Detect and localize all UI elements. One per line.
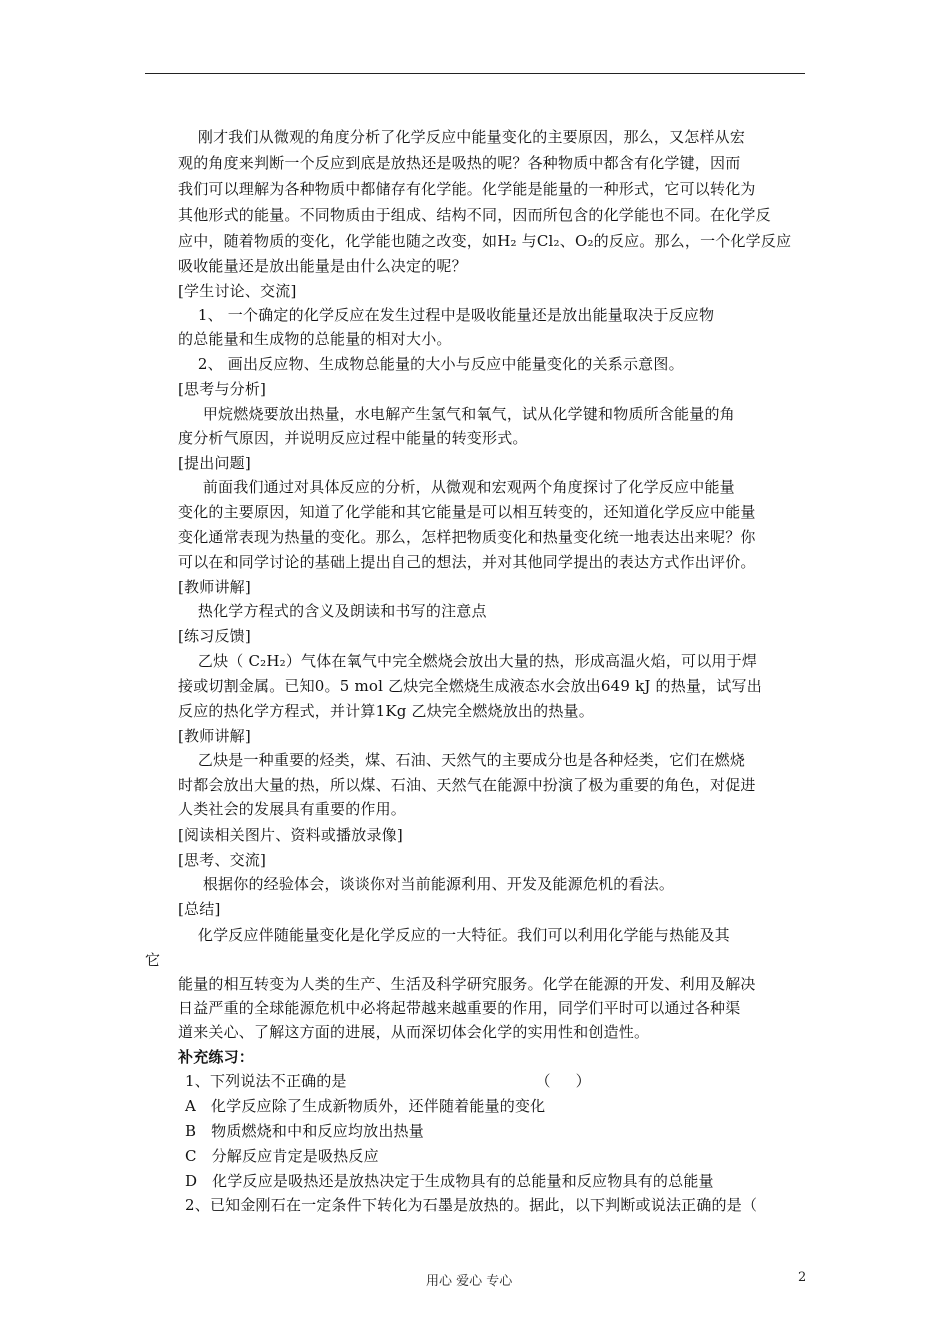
paragraph-line: 刚才我们从微观的角度分析了化学反应中能量变化的主要原因，那么，又怎样从宏	[178, 128, 746, 146]
section-heading: [思考与分析]	[178, 380, 267, 398]
section-heading: [阅读相关图片、资料或播放录像]	[178, 826, 403, 844]
paragraph-line: 人类社会的发展具有重要的作用。	[178, 800, 407, 818]
page-number: 2	[798, 1270, 807, 1285]
paragraph-line: 前面我们通过对具体反应的分析，从微观和宏观两个角度探讨了化学反应中能量	[178, 478, 735, 496]
paragraph-line: 化学反应伴随能量变化是化学反应的一大特征。我们可以利用化学能与热能及其	[178, 926, 730, 944]
question-line: 1、下列说法不正确的是 （ ）	[185, 1072, 591, 1090]
option-line: A 化学反应除了生成新物质外，还伴随着能量的变化	[185, 1097, 546, 1115]
paragraph-line: 道来关心、了解这方面的进展，从而深切体会化学的实用性和创造性。	[178, 1023, 650, 1041]
paragraph-line: 吸收能量还是放出能量是由什么决定的呢？	[178, 257, 467, 275]
paragraph-line: 的总能量和生成物的总能量的相对大小。	[178, 330, 452, 348]
paragraph-line: 乙炔是一种重要的烃类，煤、石油、天然气的主要成分也是各种烃类，它们在燃烧	[178, 751, 746, 769]
paragraph-line: 观的角度来判断一个反应到底是放热还是吸热的呢？各种物质中都含有化学键，因而	[178, 154, 741, 172]
question-line: 2、已知金刚石在一定条件下转化为石墨是放热的。据此，以下判断或说法正确的是（	[185, 1196, 758, 1214]
paragraph-line: 变化通常表现为热量的变化。那么，怎样把物质变化和热量变化统一地表达出来呢？你	[178, 528, 756, 546]
footer-motto: 用心 爱心 专心	[426, 1274, 513, 1289]
paragraph-line: 乙炔（ C₂H₂）气体在氧气中完全燃烧会放出大量的热，形成高温火焰，可以用于焊	[178, 652, 758, 670]
option-line: B 物质燃烧和中和反应均放出热量	[185, 1122, 424, 1140]
paragraph-line: 可以在和同学讨论的基础上提出自己的想法，并对其他同学提出的表达方式作出评价。	[178, 553, 756, 571]
paragraph-line: 变化的主要原因，知道了化学能和其它能量是可以相互转变的，还知道化学反应中能量	[178, 503, 756, 521]
paragraph-line: 1、 一个确定的化学反应在发生过程中是吸收能量还是放出能量取决于反应物	[178, 306, 715, 324]
paragraph-line: 反应的热化学方程式，并计算1Kg 乙炔完全燃烧放出的热量。	[178, 702, 594, 720]
option-line: D 化学反应是吸热还是放热决定于生成物具有的总能量和反应物具有的总能量	[185, 1172, 714, 1190]
section-heading: [提出问题]	[178, 454, 251, 472]
exercise-heading: 补充练习：	[178, 1048, 255, 1066]
paragraph-line: 2、 画出反应物、生成物总能量的大小与反应中能量变化的关系示意图。	[178, 355, 684, 373]
paragraph-line: 根据你的经验体会，谈谈你对当前能源利用、开发及能源危机的看法。	[178, 875, 675, 893]
paragraph-line: 接或切割金属。已知0。5 mol 乙炔完全燃烧生成液态水会放出649 kJ 的热量，试写出	[178, 677, 762, 695]
paragraph-line: 甲烷燃烧要放出热量，水电解产生氢气和氧气，试从化学键和物质所含能量的角	[178, 405, 735, 423]
paragraph-line: 它	[145, 951, 161, 969]
section-heading: [学生讨论、交流]	[178, 282, 297, 300]
section-heading: [教师讲解]	[178, 727, 251, 745]
section-heading: [思考、交流]	[178, 851, 267, 869]
header-rule	[145, 73, 805, 74]
section-heading: [总结]	[178, 900, 221, 918]
paragraph-line: 能量的相互转变为人类的生产、生活及科学研究服务。化学在能源的开发、利用及解决	[178, 975, 756, 993]
paragraph-line: 其他形式的能量。不同物质由于组成、结构不同，因而所包含的化学能也不同。在化学反	[178, 206, 771, 224]
section-heading: [练习反馈]	[178, 627, 251, 645]
paragraph-line: 度分析气原因，并说明反应过程中能量的转变形式。	[178, 429, 528, 447]
paragraph-line: 我们可以理解为各种物质中都储存有化学能。化学能是能量的一种形式，它可以转化为	[178, 180, 756, 198]
paragraph-line: 时都会放出大量的热，所以煤、石油、天然气在能源中扮演了极为重要的角色，对促进	[178, 776, 756, 794]
paragraph-line: 应中，随着物质的变化，化学能也随之改变，如H₂ 与Cl₂、O₂的反应。那么，一个化学反应	[178, 232, 792, 250]
paragraph-line: 日益严重的全球能源危机中必将起带越来越重要的作用，同学们平时可以通过各种渠	[178, 999, 741, 1017]
paragraph-line: 热化学方程式的含义及朗读和书写的注意点	[178, 602, 487, 620]
section-heading: [教师讲解]	[178, 578, 251, 596]
option-line: C 分解反应肯定是吸热反应	[185, 1147, 379, 1165]
